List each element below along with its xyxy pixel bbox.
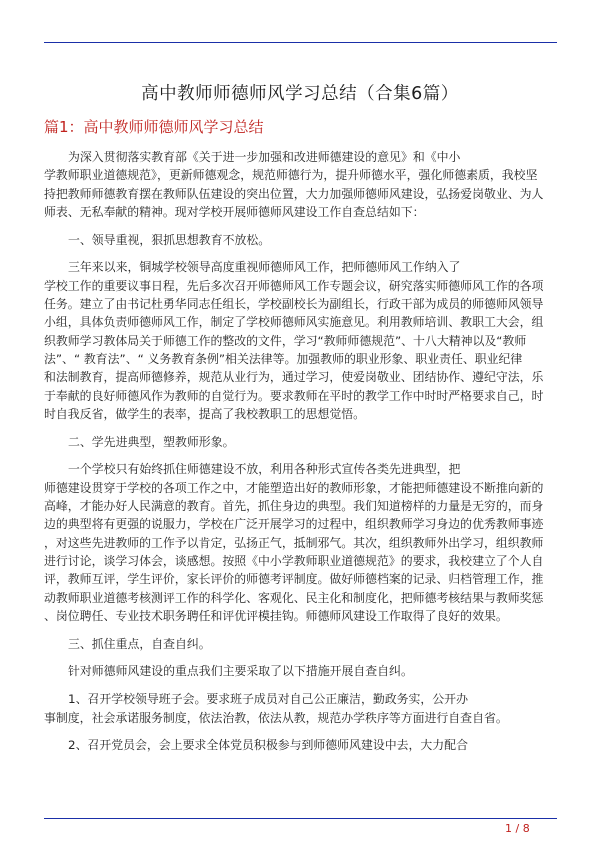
page-indicator: 1 / 8 <box>505 822 530 835</box>
text-line: 师表、无私奉献的精神。现对学校开展师德师风建设工作自查总结如下： <box>44 204 425 219</box>
text-line: 、岗位聘任、专业技术职务聘任和评优评模挂钩。师德师风建设工作取得了良好的效果。 <box>44 608 508 623</box>
subheading-1 <box>44 231 557 249</box>
paragraph-models <box>44 460 557 625</box>
text-line: 事制度，社会承诺服务制度，依法治教，依法从教，规范办学秩序等方面进行自查自省。 <box>44 710 508 725</box>
text-line: 针对师德师风建设的重点我们主要采取了以下措施开展自查自纠。 <box>68 664 413 679</box>
text-line: 为深入贯彻落实教育部《关于进一步加强和改进师德建设的意见》和《中小 <box>68 150 461 164</box>
text-line: 持把教师师德教育摆在教师队伍建设的突出位置，大力加强师德师风建设，弘扬爱岗敬业、为人 <box>44 186 544 201</box>
text-line: 1、召开学校领导班子会。要求班子成员对自己公正廉洁，勤政务实，公开办 <box>68 692 468 707</box>
text-line: 一、领导重视，狠抓思想教育不放松。 <box>68 232 271 247</box>
section-heading: 篇1：高中教师师德师风学习总结 <box>44 118 264 136</box>
text-line: ，对这些先进教师的工作予以肯定，弘扬正气，抵制邪气。其次，组织教师外出学习，组织教师 <box>44 535 544 550</box>
text-line: 织教师学习教体局关于师德工作的整改的文件，学习“教师师德规范”、十八大精神以及“教师 <box>44 333 527 348</box>
paragraph-measures <box>44 662 557 680</box>
text-line: 三年来以来，铜城学校领导高度重视师德师风工作，把师德师风工作纳入了 <box>68 260 461 275</box>
paragraph-leadership <box>44 258 557 423</box>
text-line: 二、学先进典型，塑教师形象。 <box>68 434 235 449</box>
paragraph-intro <box>44 148 557 221</box>
document-title: 高中教师师德师风学习总结（合集6篇） <box>141 84 459 104</box>
text-line: 学校工作的重要议事日程，先后多次召开师德师风工作专题会议，研究落实师德师风工作的各项 <box>44 278 544 293</box>
text-line: 三、抓住重点，自查自纠。 <box>68 636 211 651</box>
text-line: 小组，具体负责师德师风工作，制定了学校师德师风实施意见。利用教师培训、教职工大会，组 <box>44 315 544 330</box>
text-line: 于奉献的良好师德风作为教师的自觉行为。要求教师在平时的教学工作中时时严格要求自己，时 <box>44 388 544 403</box>
text-line: 法”、“ 教育法”、“ 义务教育条例”相关法律等。加强教师的职业形象、职业责任、职业纪律 <box>44 351 523 366</box>
paragraph-item-2 <box>44 736 557 754</box>
text-line: 师德建设贯穿于学校的各项工作之中，才能塑造出好的教师形象，才能把师德建设不断推向新的 <box>44 480 544 495</box>
text-line: 和法制教育，提高师德修养，规范从业行为，通过学习，使爱岗敬业、团结协作、遵纪守法，乐 <box>44 370 544 385</box>
text-line: 评，教师互评，学生评价，家长评价的师德考评制度。做好师德档案的记录、归档管理工作，推 <box>44 572 544 587</box>
text-line: 一个学校只有始终抓住师德建设不放，利用各种形式宣传各类先进典型，把 <box>68 462 461 477</box>
text-line: 2、召开党员会，会上要求全体党员积极参与到师德师风建设中去，大力配合 <box>68 738 468 753</box>
text-line: 进行讨论，谈学习体会，谈感想。按照《中小学教师职业道德规范》的要求，我校建立了个人自 <box>44 553 544 568</box>
text-line: 高峰，才能办好人民满意的教育。首先，抓住身边的典型。我们知道榜样的力量是无穷的，而身 <box>44 499 544 514</box>
text-line: 动教师职业道德考核测评工作的科学化、客观化、民主化和制度化，把师德考核结果与教师奖惩 <box>44 590 544 605</box>
subheading-2 <box>44 433 557 451</box>
footer-rule <box>44 818 557 819</box>
text-line: 边的典型将有更强的说服力，学校在广泛开展学习的过程中，组织教师学习身边的优秀教师事迹 <box>44 517 544 532</box>
header-rule <box>44 42 557 43</box>
text-line: 学教师职业道德规范》，更新师德观念，规范师德行为，提升师德水平，强化师德素质，我校坚 <box>44 168 538 183</box>
text-line: 时自我反省，做学生的表率，提高了我校教职工的思想觉悟。 <box>44 406 366 421</box>
subheading-3 <box>44 635 557 653</box>
text-line: 任务。建立了由书记杜勇华同志任组长，学校副校长为副组长，行政干部为成员的师德师风领导 <box>44 297 544 312</box>
paragraph-item-1 <box>44 690 557 727</box>
document-body <box>44 148 557 764</box>
